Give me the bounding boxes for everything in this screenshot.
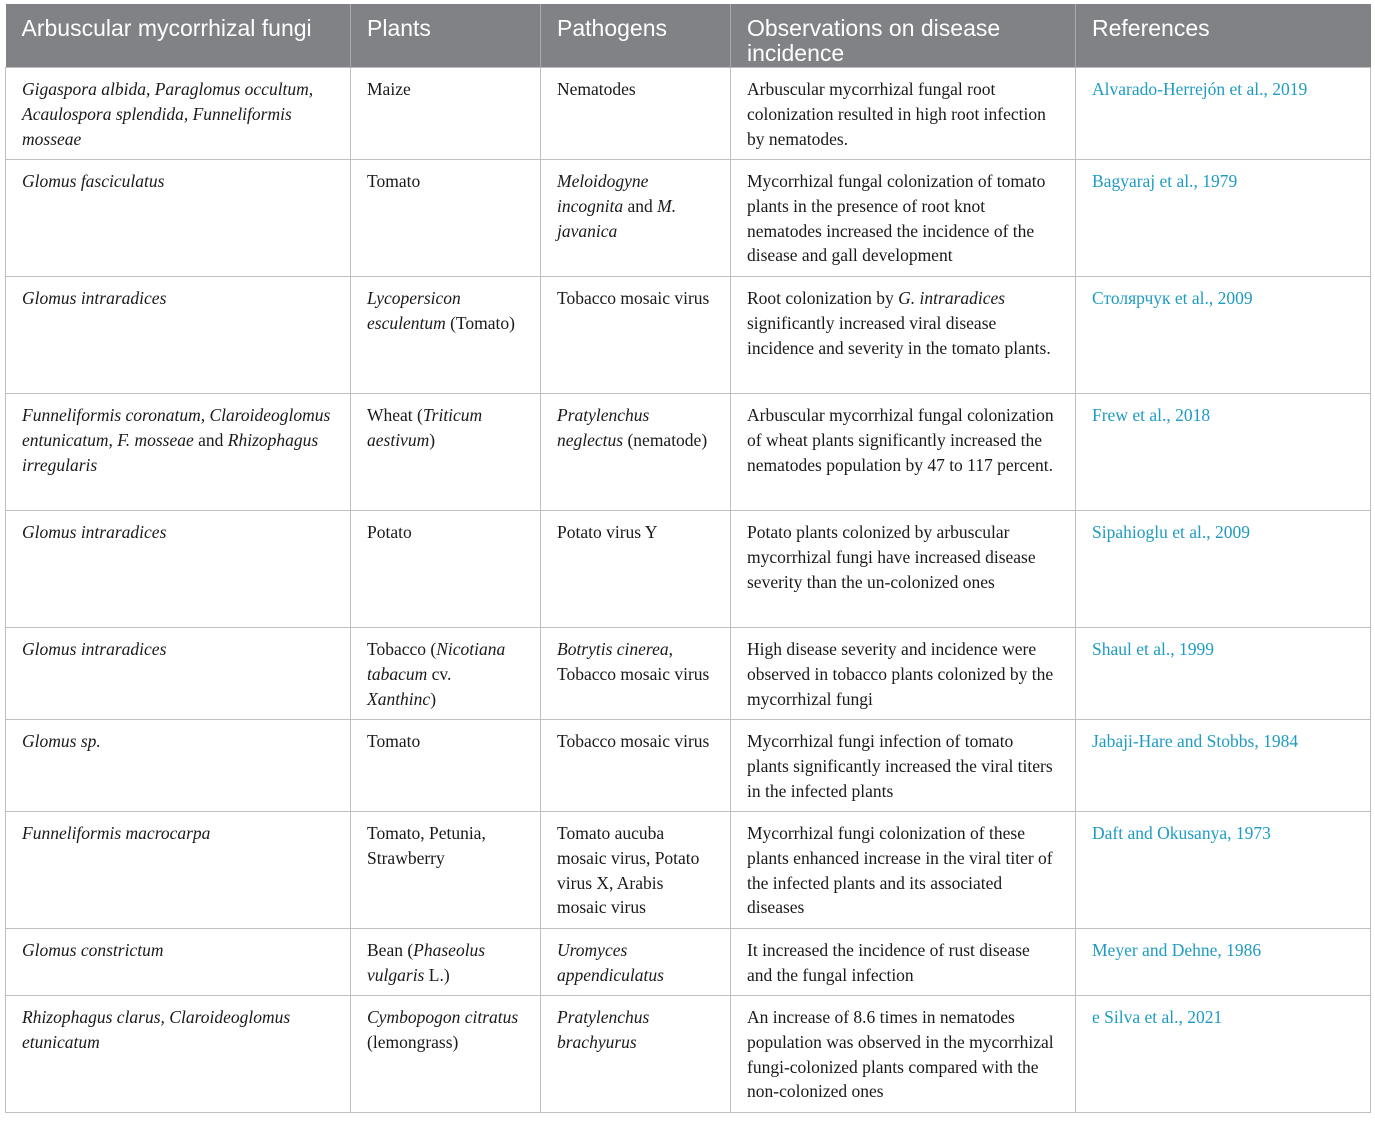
table-header-row xyxy=(6,4,1371,68)
reference-cell xyxy=(1076,996,1371,1113)
plants-cell: Tomato xyxy=(351,160,541,277)
pathogens-cell: Meloidogyne incognita and M. javanica xyxy=(541,160,731,277)
table-row xyxy=(6,160,1371,277)
reference-cell xyxy=(1076,720,1371,812)
fungi-cell: Funneliformis coronatum, Claroideoglomus entunicatum, F. mosseae and Rhizophagus irregularis xyxy=(6,394,351,511)
observation-cell: Arbuscular mycorrhizal fungal colonization of wheat plants significantly increased the nematodes population by 47 to 117 percent. xyxy=(731,394,1076,511)
reference-cell xyxy=(1076,929,1371,996)
fungi-cell: Gigaspora albida, Paraglomus occultum, Acaulospora splendida, Funneliformis mosseae xyxy=(6,68,351,160)
pathogens-cell: Tobacco mosaic virus xyxy=(541,277,731,394)
observation-cell: Mycorrhizal fungi infection of tomato plants significantly increased the viral titers in the infected plants xyxy=(731,720,1076,812)
reference-link[interactable]: Daft and Okusanya, 1973 xyxy=(1092,823,1271,843)
plants-cell: Tobacco (Nicotiana tabacum cv. Xanthinc) xyxy=(351,628,541,720)
reference-link[interactable]: Jabaji-Hare and Stobbs, 1984 xyxy=(1092,731,1299,751)
plants-cell: Potato xyxy=(351,511,541,628)
observation-cell: Potato plants colonized by arbuscular mycorrhizal fungi have increased disease severity than the un-colonized ones xyxy=(731,511,1076,628)
reference-cell xyxy=(1076,394,1371,511)
observation-cell: Root colonization by G. intraradices significantly increased viral disease incidence and severity in the tomato plants. xyxy=(731,277,1076,394)
pathogens-cell: Pratylenchus brachyurus xyxy=(541,996,731,1113)
reference-cell xyxy=(1076,68,1371,160)
table-row xyxy=(6,996,1371,1113)
reference-link[interactable]: Столярчук et al., 2009 xyxy=(1092,288,1253,308)
fungi-cell: Glomus fasciculatus xyxy=(6,160,351,277)
table-row xyxy=(6,394,1371,511)
table-row xyxy=(6,929,1371,996)
reference-cell xyxy=(1076,511,1371,628)
observation-cell: Mycorrhizal fungal colonization of tomato plants in the presence of root knot nematodes increased the incidence of the disease and gall development xyxy=(731,160,1076,277)
observation-cell: It increased the incidence of rust disease and the fungal infection xyxy=(731,929,1076,996)
reference-cell xyxy=(1076,160,1371,277)
table-row xyxy=(6,628,1371,720)
observation-cell: High disease severity and incidence were observed in tobacco plants colonized by the mycorrhizal fungi xyxy=(731,628,1076,720)
observation-cell: An increase of 8.6 times in nematodes population was observed in the mycorrhizal fungi-colonized plants compared with the non-colonized ones xyxy=(731,996,1076,1113)
header-fungi: Arbuscular mycorrhizal fungi xyxy=(6,4,351,68)
fungi-cell: Glomus intraradices xyxy=(6,511,351,628)
pathogens-cell: Botrytis cinerea, Tobacco mosaic virus xyxy=(541,628,731,720)
plants-cell: Lycopersicon esculentum (Tomato) xyxy=(351,277,541,394)
reference-link[interactable]: e Silva et al., 2021 xyxy=(1092,1007,1223,1027)
reference-link[interactable]: Frew et al., 2018 xyxy=(1092,405,1211,425)
plants-cell: Tomato, Petunia, Strawberry xyxy=(351,812,541,929)
pathogens-cell: Tobacco mosaic virus xyxy=(541,720,731,812)
fungi-cell: Glomus intraradices xyxy=(6,628,351,720)
table-row xyxy=(6,68,1371,160)
pathogens-cell: Potato virus Y xyxy=(541,511,731,628)
pathogens-cell: Tomato aucuba mosaic virus, Potato virus X, Arabis mosaic virus xyxy=(541,812,731,929)
header-observations: Observations on disease incidence xyxy=(731,4,1076,68)
pathogens-cell: Pratylenchus neglectus (nematode) xyxy=(541,394,731,511)
mycorrhizal-disease-table xyxy=(5,4,1371,1113)
reference-link[interactable]: Shaul et al., 1999 xyxy=(1092,639,1214,659)
reference-link[interactable]: Meyer and Dehne, 1986 xyxy=(1092,940,1262,960)
reference-link[interactable]: Alvarado-Herrejón et al., 2019 xyxy=(1092,79,1308,99)
header-pathogens: Pathogens xyxy=(541,4,731,68)
plants-cell: Cymbopogon citratus (lemongrass) xyxy=(351,996,541,1113)
table-row xyxy=(6,511,1371,628)
pathogens-cell: Nematodes xyxy=(541,68,731,160)
fungi-cell: Glomus constrictum xyxy=(6,929,351,996)
observation-cell: Mycorrhizal fungi colonization of these plants enhanced increase in the viral titer of the infected plants and its associated diseases xyxy=(731,812,1076,929)
header-references: References xyxy=(1076,4,1371,68)
plants-cell: Maize xyxy=(351,68,541,160)
fungi-cell: Rhizophagus clarus, Claroideoglomus etunicatum xyxy=(6,996,351,1113)
table-row xyxy=(6,812,1371,929)
reference-cell xyxy=(1076,277,1371,394)
table-row xyxy=(6,720,1371,812)
fungi-cell: Glomus intraradices xyxy=(6,277,351,394)
plants-cell: Tomato xyxy=(351,720,541,812)
plants-cell: Bean (Phaseolus vulgaris L.) xyxy=(351,929,541,996)
header-plants: Plants xyxy=(351,4,541,68)
plants-cell: Wheat (Triticum aestivum) xyxy=(351,394,541,511)
pathogens-cell: Uromyces appendiculatus xyxy=(541,929,731,996)
reference-link[interactable]: Bagyaraj et al., 1979 xyxy=(1092,171,1238,191)
reference-cell xyxy=(1076,628,1371,720)
fungi-cell: Glomus sp. xyxy=(6,720,351,812)
reference-cell xyxy=(1076,812,1371,929)
table-row xyxy=(6,277,1371,394)
reference-link[interactable]: Sipahioglu et al., 2009 xyxy=(1092,522,1250,542)
fungi-cell: Funneliformis macrocarpa xyxy=(6,812,351,929)
observation-cell: Arbuscular mycorrhizal fungal root colonization resulted in high root infection by nematodes. xyxy=(731,68,1076,160)
